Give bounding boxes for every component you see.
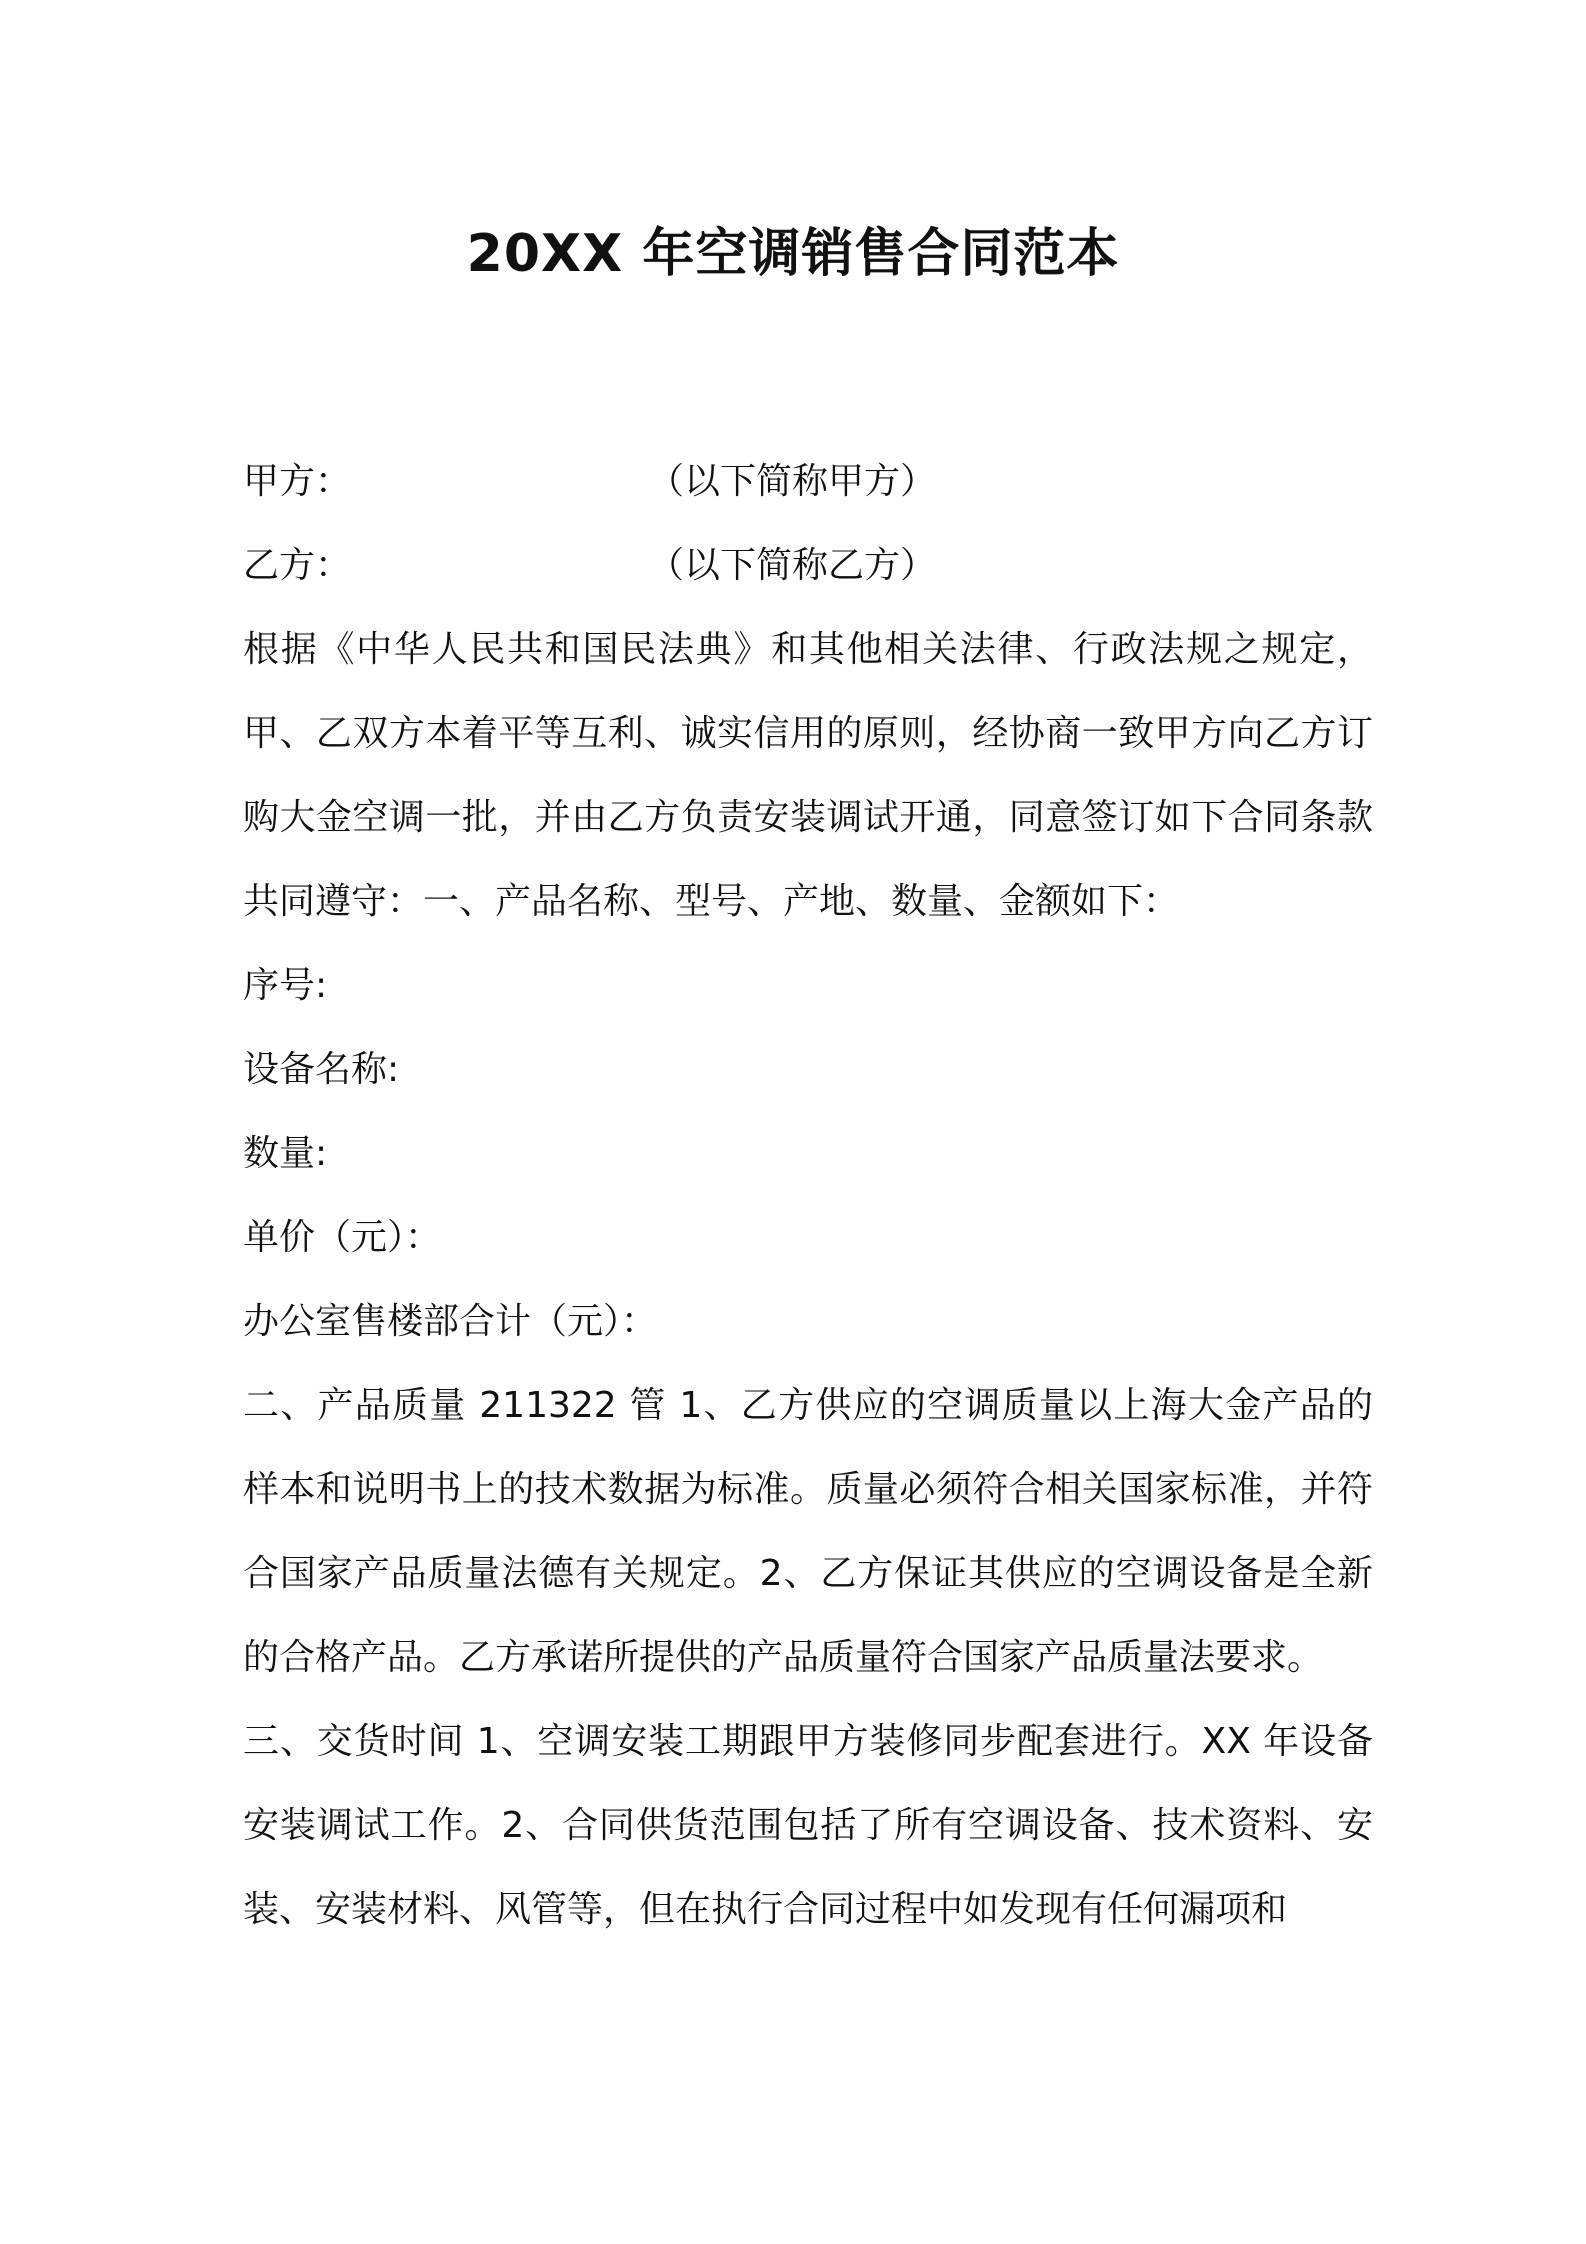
section-product-quality: 二、产品质量 211322 管 1、乙方供应的空调质量以上海大金产品的样本和说明书上的技术数据为标准。质量必须符合相关国家标准，并符合国家产品质量法德有关规定。2、乙方保证其供应的空调设备是全新的合格产品。乙方承诺所提供的产品质量符合国家产品质量法要求。 [243, 1385, 1373, 1678]
intro-paragraph: 根据《中华人民共和国民法典》和其他相关法律、行政法规之规定，甲、乙双方本着平等互利、诚实信用的原则，经协商一致甲方向乙方订购大金空调一批，并由乙方负责安装调试开通，同意签订如下合同条款共同遵守：一、产品名称、型号、产地、数量、金额如下： [243, 629, 1373, 922]
field-total: 办公室售楼部合计（元）： [243, 1301, 658, 1342]
field-unit-price: 单价（元）： [243, 1217, 442, 1258]
field-serial-number: 序号: [243, 965, 328, 1006]
party-a-label: 甲方： [243, 461, 352, 502]
section-delivery-time: 三、交货时间 1、空调安装工期跟甲方装修同步配套进行。XX 年设备安装调试工作。2、合同供货范围包括了所有空调设备、技术资料、安装、安装材料、风管等，但在执行合同过程中如发现有任何漏项和 [243, 1721, 1373, 1930]
party-b-line [243, 524, 1373, 608]
document-body [243, 440, 1373, 1952]
field-equipment-name: 设备名称: [243, 1049, 400, 1090]
party-b-label: 乙方： [243, 545, 352, 586]
field-quantity: 数量: [243, 1133, 328, 1174]
party-a-note: （以下简称甲方） [648, 461, 937, 502]
document-title: 20XX 年空调销售合同范本 [466, 224, 1120, 284]
party-b-note: （以下简称乙方） [648, 545, 937, 586]
party-a-line [243, 440, 1373, 524]
